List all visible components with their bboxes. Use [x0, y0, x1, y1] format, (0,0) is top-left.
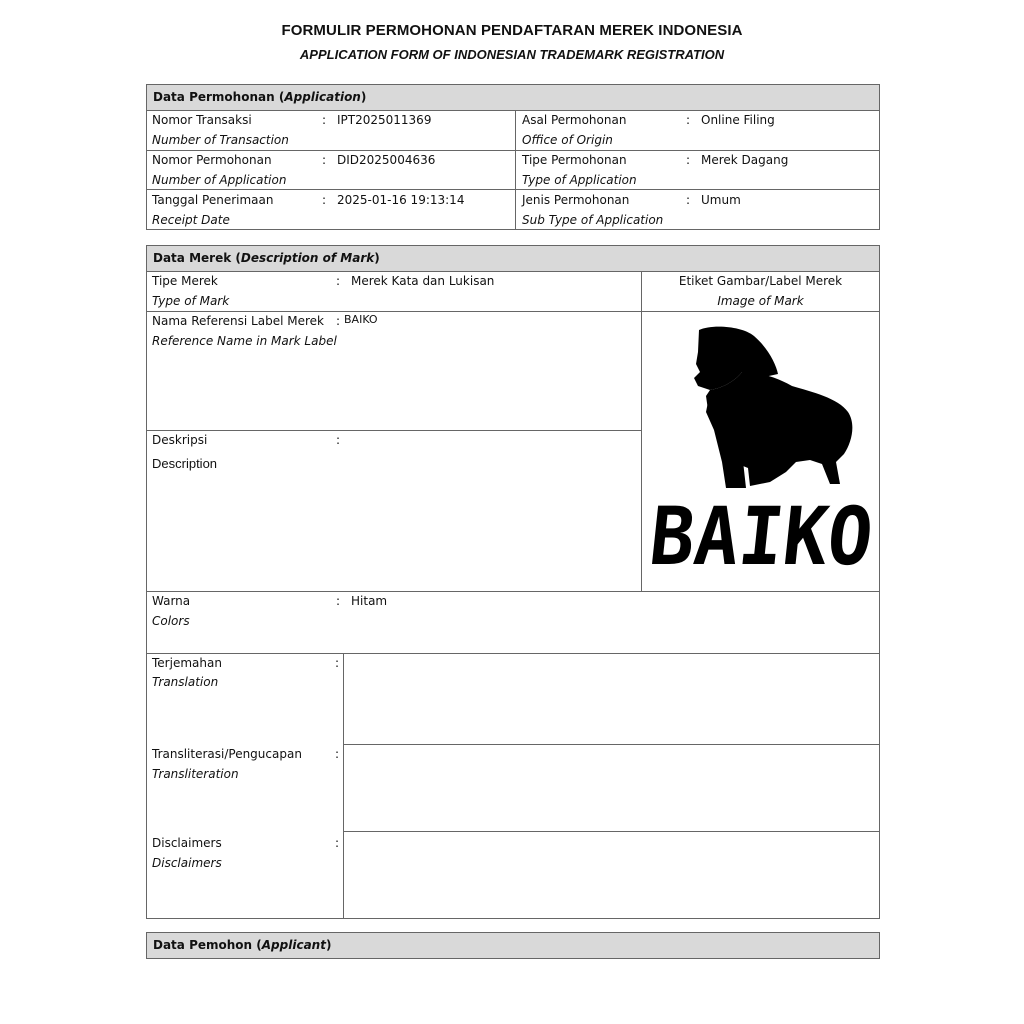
colon: : [336, 594, 341, 608]
application-table [146, 110, 880, 230]
page-subtitle: APPLICATION FORM OF INDONESIAN TRADEMARK REGISTRATION [299, 47, 725, 62]
divider [344, 744, 880, 745]
divider [146, 591, 880, 592]
divider [343, 653, 344, 919]
mark-header-label: Data Merek [153, 251, 232, 265]
reference-name-label: Nama Referensi Label Merek [152, 314, 324, 328]
application-number-value: DID2025004636 [337, 153, 436, 167]
application-header-label-en: Application [284, 90, 361, 104]
application-type-label-en: Type of Application [522, 173, 637, 187]
transliteration-label: Transliterasi/Pengucapan [152, 747, 302, 761]
color-label: Warna [152, 594, 191, 608]
applicant-header-label-en: Applicant [261, 938, 326, 952]
transaction-label-en: Number of Transaction [152, 133, 289, 147]
receipt-date-value: 2025-01-16 19:13:14 [337, 193, 465, 207]
subtype-value: Umum [701, 193, 741, 207]
colon: : [686, 113, 691, 127]
transaction-label: Nomor Transaksi [152, 113, 252, 127]
applicant-header-label: Data Pemohon [153, 938, 253, 952]
mark-type-label-en: Type of Mark [152, 294, 230, 308]
mark-header-label-en: Description of Mark [240, 251, 375, 265]
gorilla-logo-icon [642, 312, 879, 590]
mark-image-label: Etiket Gambar/Label Merek [678, 274, 843, 288]
color-value: Hitam [351, 594, 388, 608]
applicant-section-header: Data Pemohon (Applicant) [146, 932, 880, 959]
gorilla-silhouette [694, 327, 852, 488]
divider [146, 653, 880, 654]
colon: : [686, 193, 691, 207]
colon: : [336, 314, 341, 328]
mark-logo-image [642, 312, 879, 590]
logo-text: BAIKO [645, 490, 879, 583]
origin-label-en: Office of Origin [522, 133, 613, 147]
transaction-value: IPT2025011369 [337, 113, 432, 127]
description-label-en: Description [152, 456, 218, 471]
colon: : [686, 153, 691, 167]
translation-label-en: Translation [152, 675, 219, 689]
subtype-label-en: Sub Type of Application [522, 213, 664, 227]
application-number-label-en: Number of Application [152, 173, 287, 187]
color-label-en: Colors [152, 614, 190, 628]
colon: : [335, 836, 340, 850]
colon: : [336, 433, 341, 447]
reference-name-label-en: Reference Name in Mark Label [152, 334, 337, 348]
divider [146, 189, 880, 190]
application-section-header: Data Permohonan (Application) [146, 84, 880, 111]
translation-label: Terjemahan [152, 656, 222, 670]
application-number-label: Nomor Permohonan [152, 153, 272, 167]
divider [146, 430, 641, 431]
description-label: Deskripsi [152, 433, 208, 447]
divider [344, 831, 880, 832]
application-type-value: Merek Dagang [701, 153, 789, 167]
receipt-date-label: Tanggal Penerimaan [152, 193, 274, 207]
colon: : [322, 153, 327, 167]
origin-value: Online Filing [701, 113, 775, 127]
mark-section-header: Data Merek (Description of Mark) [146, 245, 880, 272]
colon: : [322, 193, 327, 207]
divider [146, 150, 880, 151]
application-type-label: Tipe Permohonan [522, 153, 627, 167]
colon: : [335, 747, 340, 761]
divider [515, 110, 516, 230]
application-header-label: Data Permohonan [153, 90, 275, 104]
transliteration-label-en: Transliteration [152, 767, 239, 781]
disclaimers-label-en: Disclaimers [152, 856, 222, 870]
colon: : [322, 113, 327, 127]
mark-type-label: Tipe Merek [152, 274, 218, 288]
mark-image-label-en: Image of Mark [717, 294, 804, 308]
origin-label: Asal Permohonan [522, 113, 627, 127]
subtype-label: Jenis Permohonan [522, 193, 630, 207]
page-title: FORMULIR PERMOHONAN PENDAFTARAN MEREK INDONESIA [281, 22, 743, 39]
colon: : [335, 656, 340, 670]
reference-name-value: BAIKO [344, 313, 378, 326]
colon: : [336, 274, 341, 288]
mark-type-value: Merek Kata dan Lukisan [351, 274, 495, 288]
receipt-date-label-en: Receipt Date [152, 213, 230, 227]
disclaimers-label: Disclaimers [152, 836, 222, 850]
